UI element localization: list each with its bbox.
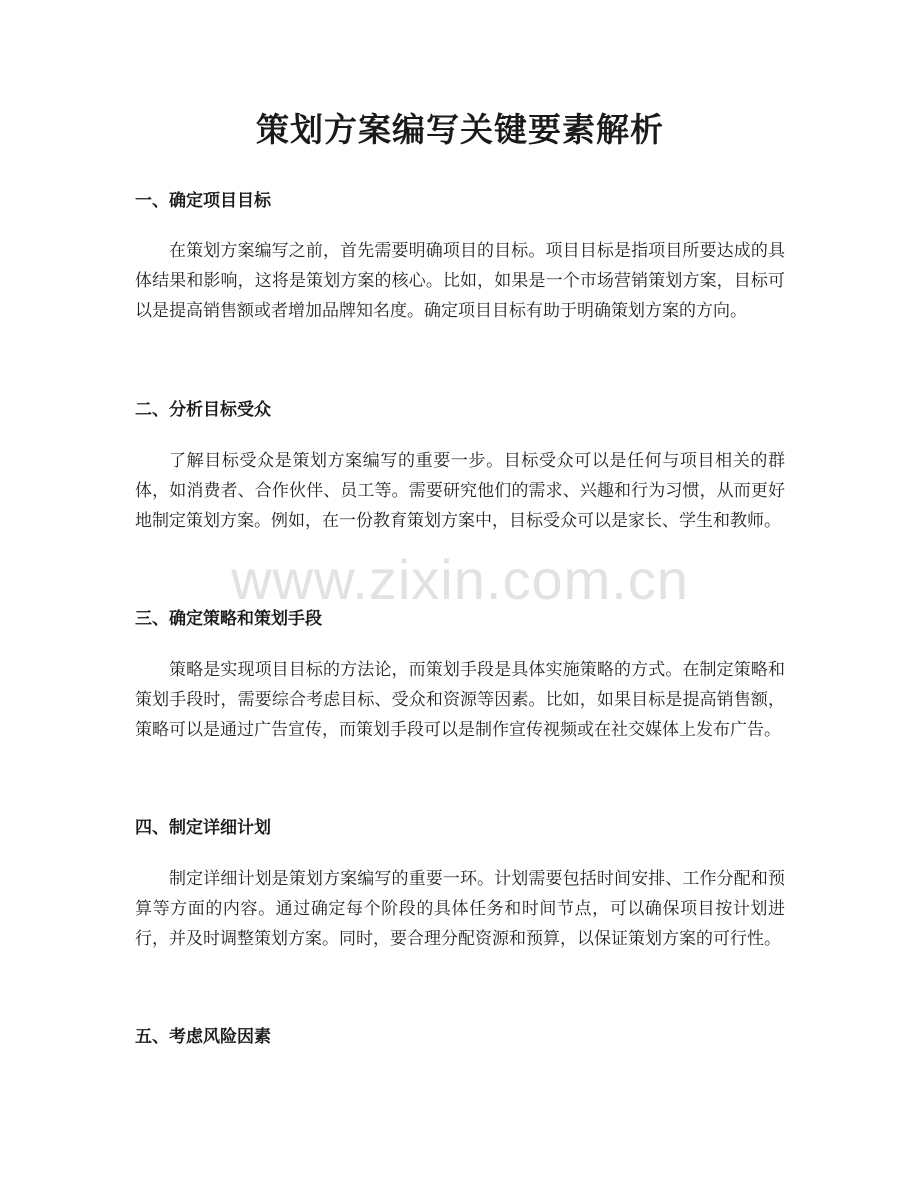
page-title: 策划方案编写关键要素解析 bbox=[256, 110, 664, 149]
watermark: www.zixin.com.cn bbox=[231, 548, 689, 611]
section-heading-4: 四、制定详细计划 bbox=[135, 818, 271, 838]
section-heading-1: 一、确定项目目标 bbox=[135, 191, 271, 211]
section-body-3: 策略是实现项目目标的方法论，而策划手段是具体实施策略的方式。在制定策略和策划手段时，需要综合考虑目标、受众和资源等因素。比如，如果目标是提高销售额，策略可以是通过广告宣传，而策划手段可以是制作宣传视频或在社交媒体上发布广告。 bbox=[135, 660, 785, 740]
section-body-2: 了解目标受众是策划方案编写的重要一步。目标受众可以是任何与项目相关的群体，如消费者、合作伙伴、员工等。需要研究他们的需求、兴趣和行为习惯，从而更好地制定策划方案。例如，在一份教育策划方案中，目标受众可以是家长、学生和教师。 bbox=[135, 451, 785, 531]
section-body-4: 制定详细计划是策划方案编写的重要一环。计划需要包括时间安排、工作分配和预算等方面的内容。通过确定每个阶段的具体任务和时间节点，可以确保项目按计划进行，并及时调整策划方案。同时，要合理分配资源和预算，以保证策划方案的可行性。 bbox=[135, 869, 785, 949]
section-heading-5: 五、考虑风险因素 bbox=[135, 1027, 271, 1047]
section-heading-2: 二、分析目标受众 bbox=[135, 400, 271, 420]
section-body-1: 在策划方案编写之前，首先需要明确项目的目标。项目目标是指项目所要达成的具体结果和影响，这将是策划方案的核心。比如，如果是一个市场营销策划方案，目标可以是提高销售额或者增加品牌知名度。确定项目目标有助于明确策划方案的方向。 bbox=[135, 241, 785, 321]
section-heading-3: 三、确定策略和策划手段 bbox=[135, 609, 322, 629]
